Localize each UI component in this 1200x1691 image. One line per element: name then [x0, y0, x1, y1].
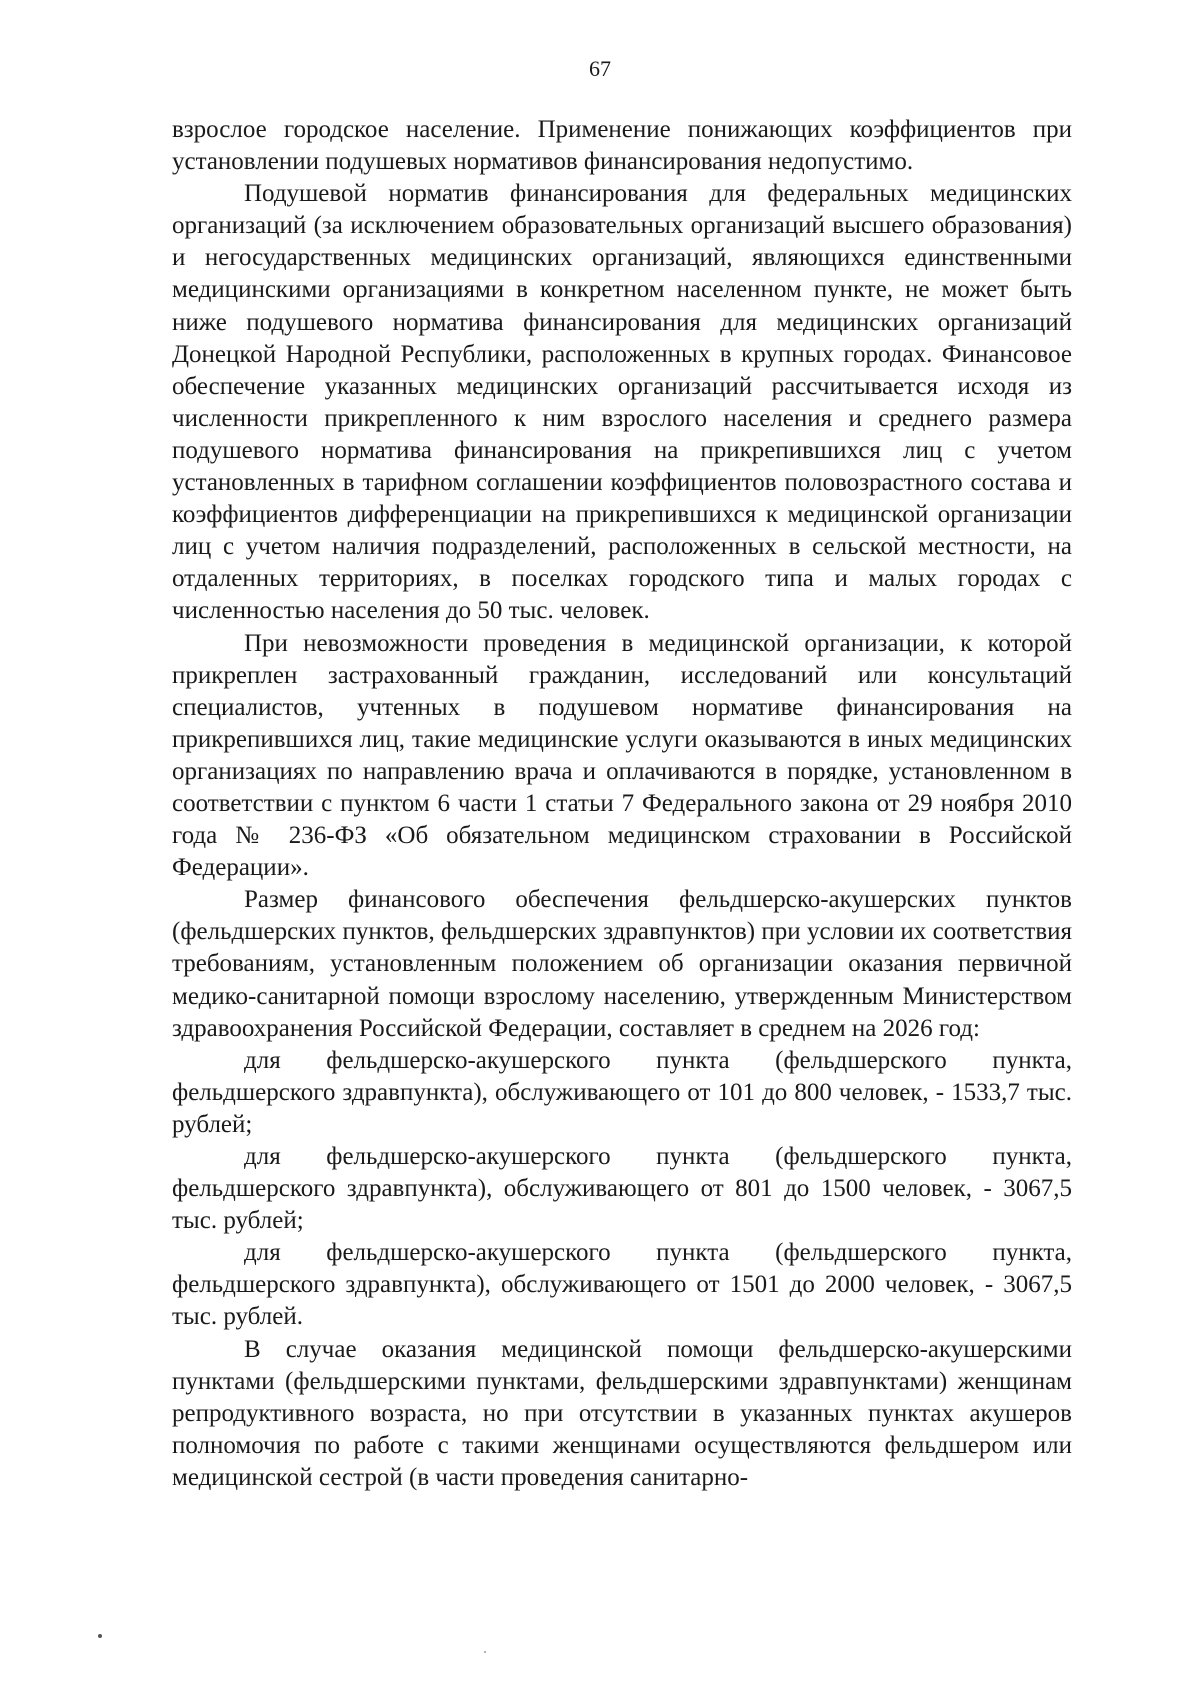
list-item-fap-1501-2000: для фельдшерско-акушерского пункта (фельдшерского пункта, фельдшерского здравпункта), обслуживающего от 1501 до 2000 человек, - 3067,5 тыс. рублей. [172, 1239, 1072, 1331]
scan-speck [98, 1634, 102, 1638]
page-number: 67 [589, 56, 611, 81]
document-body [172, 114, 1072, 1494]
list-item-fap-801-1500: для фельдшерско-акушерского пункта (фельдшерского пункта, фельдшерского здравпункта), обслуживающего от 801 до 1500 человек, - 3067,5 тыс. рублей; [172, 1143, 1072, 1235]
paragraph-referral-services: При невозможности проведения в медицинской организации, к которой прикреплен застрахованный гражданин, исследований или консультаций специалистов, учтенных в подушевом нормативе финансирования на прикрепившихся лиц, такие медицинские услуги оказываются в иных медицинских организациях по направлению врача и оплачиваются в порядке, установленном в соответствии с пунктом 6 части 1 статьи 7 Федерального закона от 29 ноября 2010 года № 236-ФЗ «Об обязательном медицинском страховании в Российской Федерации». [172, 629, 1072, 882]
paragraph-reproductive-age: В случае оказания медицинской помощи фельдшерско-акушерскими пунктами (фельдшерскими пунктами, фельдшерскими здравпунктами) женщинам репродуктивного возраста, но при отсутствии в указанных пунктах акушеров полномочия по работе с такими женщинами осуществляются фельдшером или медицинской сестрой (в части проведения санитарно- [172, 1335, 1072, 1491]
paragraph-capitation-federal: Подушевой норматив финансирования для федеральных медицинских организаций (за исключением образовательных организаций высшего образования) и негосударственных медицинских организаций, являющихся единственными медицинскими организациями в конкретном населенном пункте, не может быть ниже подушевого норматива финансирования для медицинских организаций Донецкой Народной Республики, расположенных в крупных городах. Финансовое обеспечение указанных медицинских организаций рассчитывается исходя из численности прикрепленного к ним взрослого населения и среднего размера подушевого норматива финансирования на прикрепившихся лиц с учетом установленных в тарифном соглашении коэффициентов половозрастного состава и коэффициентов дифференциации на прикрепившихся к медицинской организации лиц с учетом наличия подразделений, расположенных в сельской местности, на отдаленных территориях, в поселках городского типа и малых городах с численностью населения до 50 тыс. человек. [172, 180, 1072, 625]
paragraph-continuation: взрослое городское население. Применение понижающих коэффициентов при установлении подушевых нормативов финансирования недопустимо. [172, 116, 1072, 176]
list-item-fap-101-800: для фельдшерско-акушерского пункта (фельдшерского пункта, фельдшерского здравпункта), обслуживающего от 101 до 800 человек, - 1533,7 тыс. рублей; [172, 1046, 1072, 1138]
scan-speck [484, 1651, 486, 1653]
paragraph-fap-funding: Размер финансового обеспечения фельдшерско-акушерских пунктов (фельдшерских пунктов, фельдшерских здравпунктов) при условии их соответствия требованиям, установленным положением об организации оказания первичной медико-санитарной помощи взрослому населению, утвержденным Министерством здравоохранения Российской Федерации, составляет в среднем на 2026 год: [172, 886, 1072, 1042]
